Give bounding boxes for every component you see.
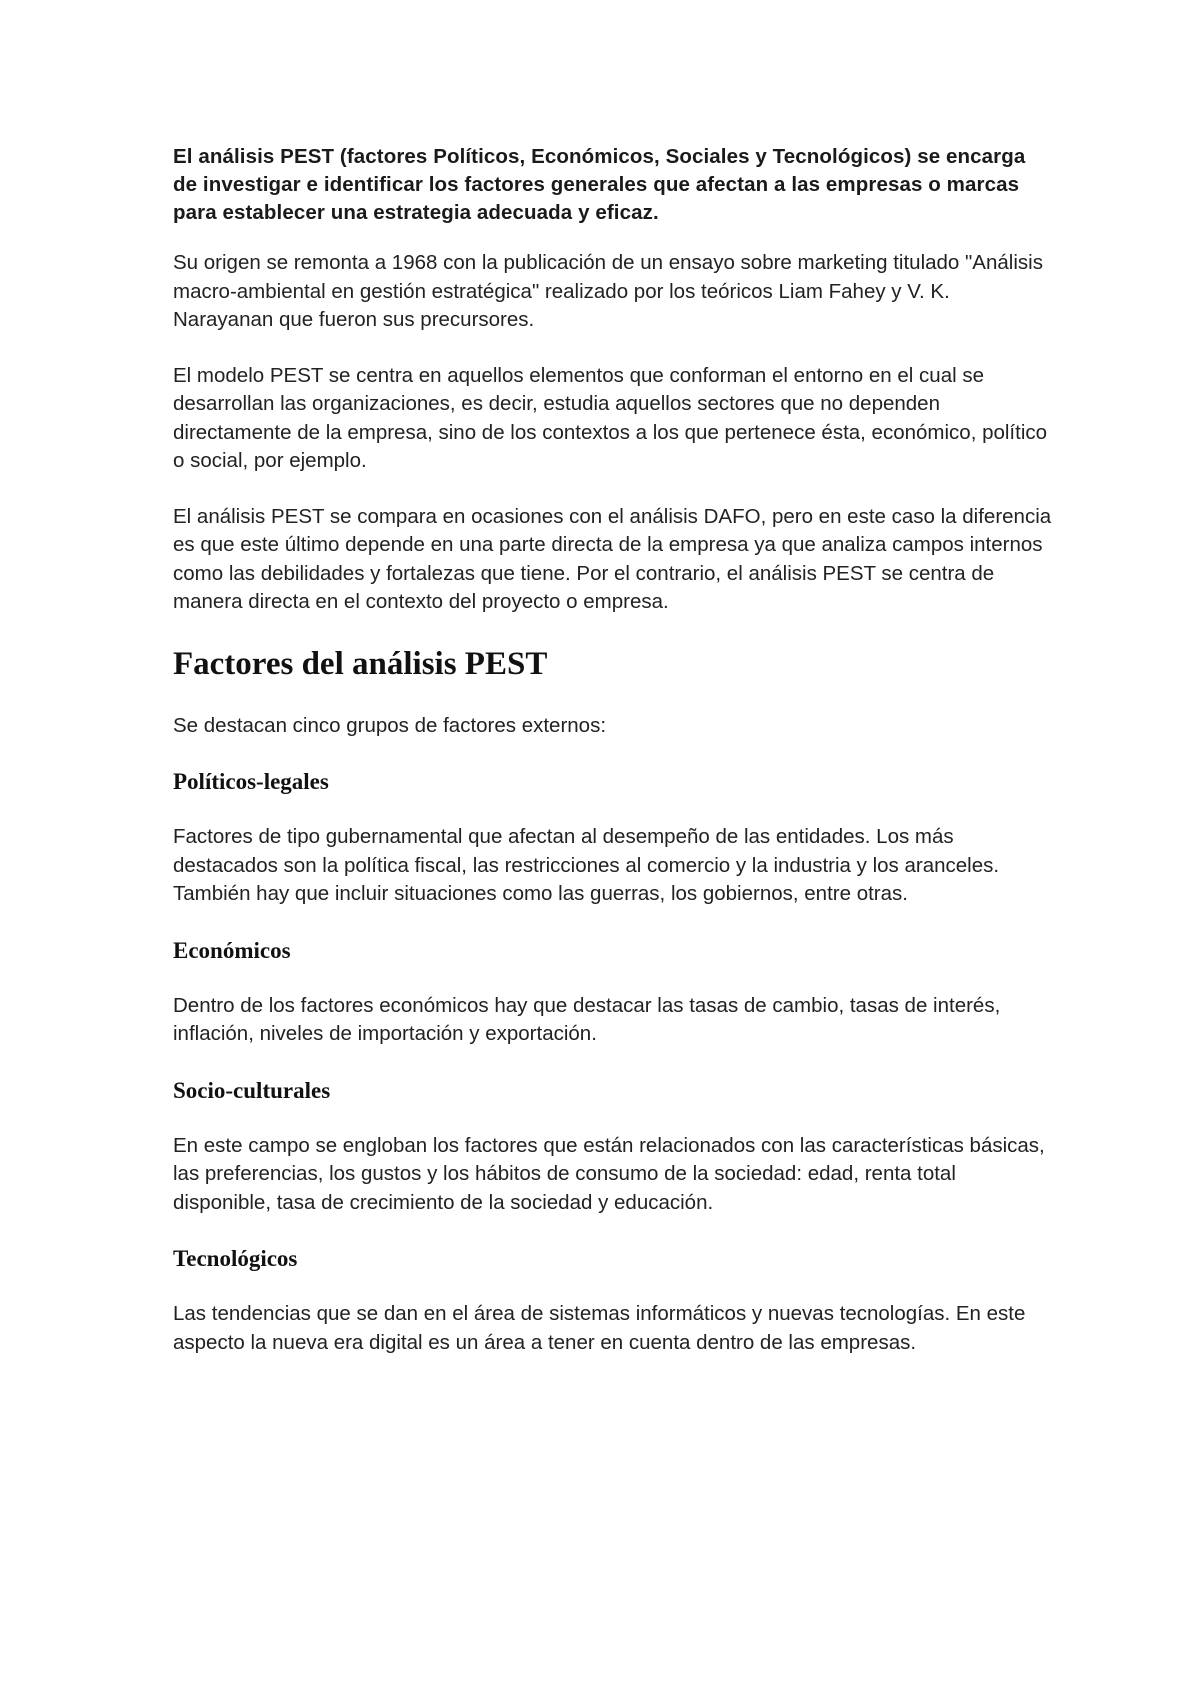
factor-text-economicos: Dentro de los factores económicos hay que destacar las tasas de cambio, tasas de interés, inflación, niveles de importación y exportación. <box>173 993 1001 1045</box>
paragraph-model: El modelo PEST se centra en aquellos elementos que conforman el entorno en el cual se desarrollan las organizaciones, es decir, estudia aquellos sectores que no dependen directamente de la empresa, sino de los contextos a los que pertenece ésta, económico, político o social, por ejemplo. <box>173 363 1048 472</box>
paragraph-origin: Su origen se remonta a 1968 con la publicación de un ensayo sobre marketing titulado "Análisis macro-ambiental en gestión estratégica" realizado por los teóricos Liam Fahey y V. K. Narayanan que fueron sus precursores. <box>173 251 1043 331</box>
factor-text-tecnologicos: Las tendencias que se dan en el área de sistemas informáticos y nuevas tecnologías. En este aspecto la nueva era digital es un área a tener en cuenta dentro de las empresas. <box>173 1302 1026 1354</box>
factor-heading-socioculturales: Socio-culturales <box>173 1077 331 1103</box>
factor-text-socioculturales: En este campo se engloban los factores que están relacionados con las características básicas, las preferencias, los gustos y los hábitos de consumo de la sociedad: edad, renta total disponible, tasa de crecimiento de la sociedad y educación. <box>173 1133 1045 1214</box>
section-heading: Factores del análisis PEST <box>173 645 548 682</box>
section-intro: Se destacan cinco grupos de factores externos: <box>173 713 607 737</box>
factor-heading-tecnologicos: Tecnológicos <box>173 1246 298 1271</box>
factor-heading-economicos: Económicos <box>173 937 291 963</box>
intro-bold-paragraph: El análisis PEST (factores Políticos, Económicos, Sociales y Tecnológicos) se encarga de investigar e identificar los factores generales que afectan a las empresas o marcas para establecer una estrategia adecuada y eficaz. <box>173 145 1026 224</box>
factor-heading-politicos: Políticos-legales <box>173 769 329 794</box>
factor-text-politicos: Factores de tipo gubernamental que afectan al desempeño de las entidades. Los más destacados son la política fiscal, las restricciones al comercio y la industria y los aranceles. También hay que incluir situaciones como las guerras, los gobiernos, entre otras. <box>173 825 1000 905</box>
document-page <box>173 143 1053 1384</box>
paragraph-comparison: El análisis PEST se compara en ocasiones con el análisis DAFO, pero en este caso la diferencia es que este último depende en una parte directa de la empresa ya que analiza campos internos como las debilidades y fortalezas que tiene. Por el contrario, el análisis PEST se centra de manera directa en el contexto del proyecto o empresa. <box>173 504 1052 613</box>
